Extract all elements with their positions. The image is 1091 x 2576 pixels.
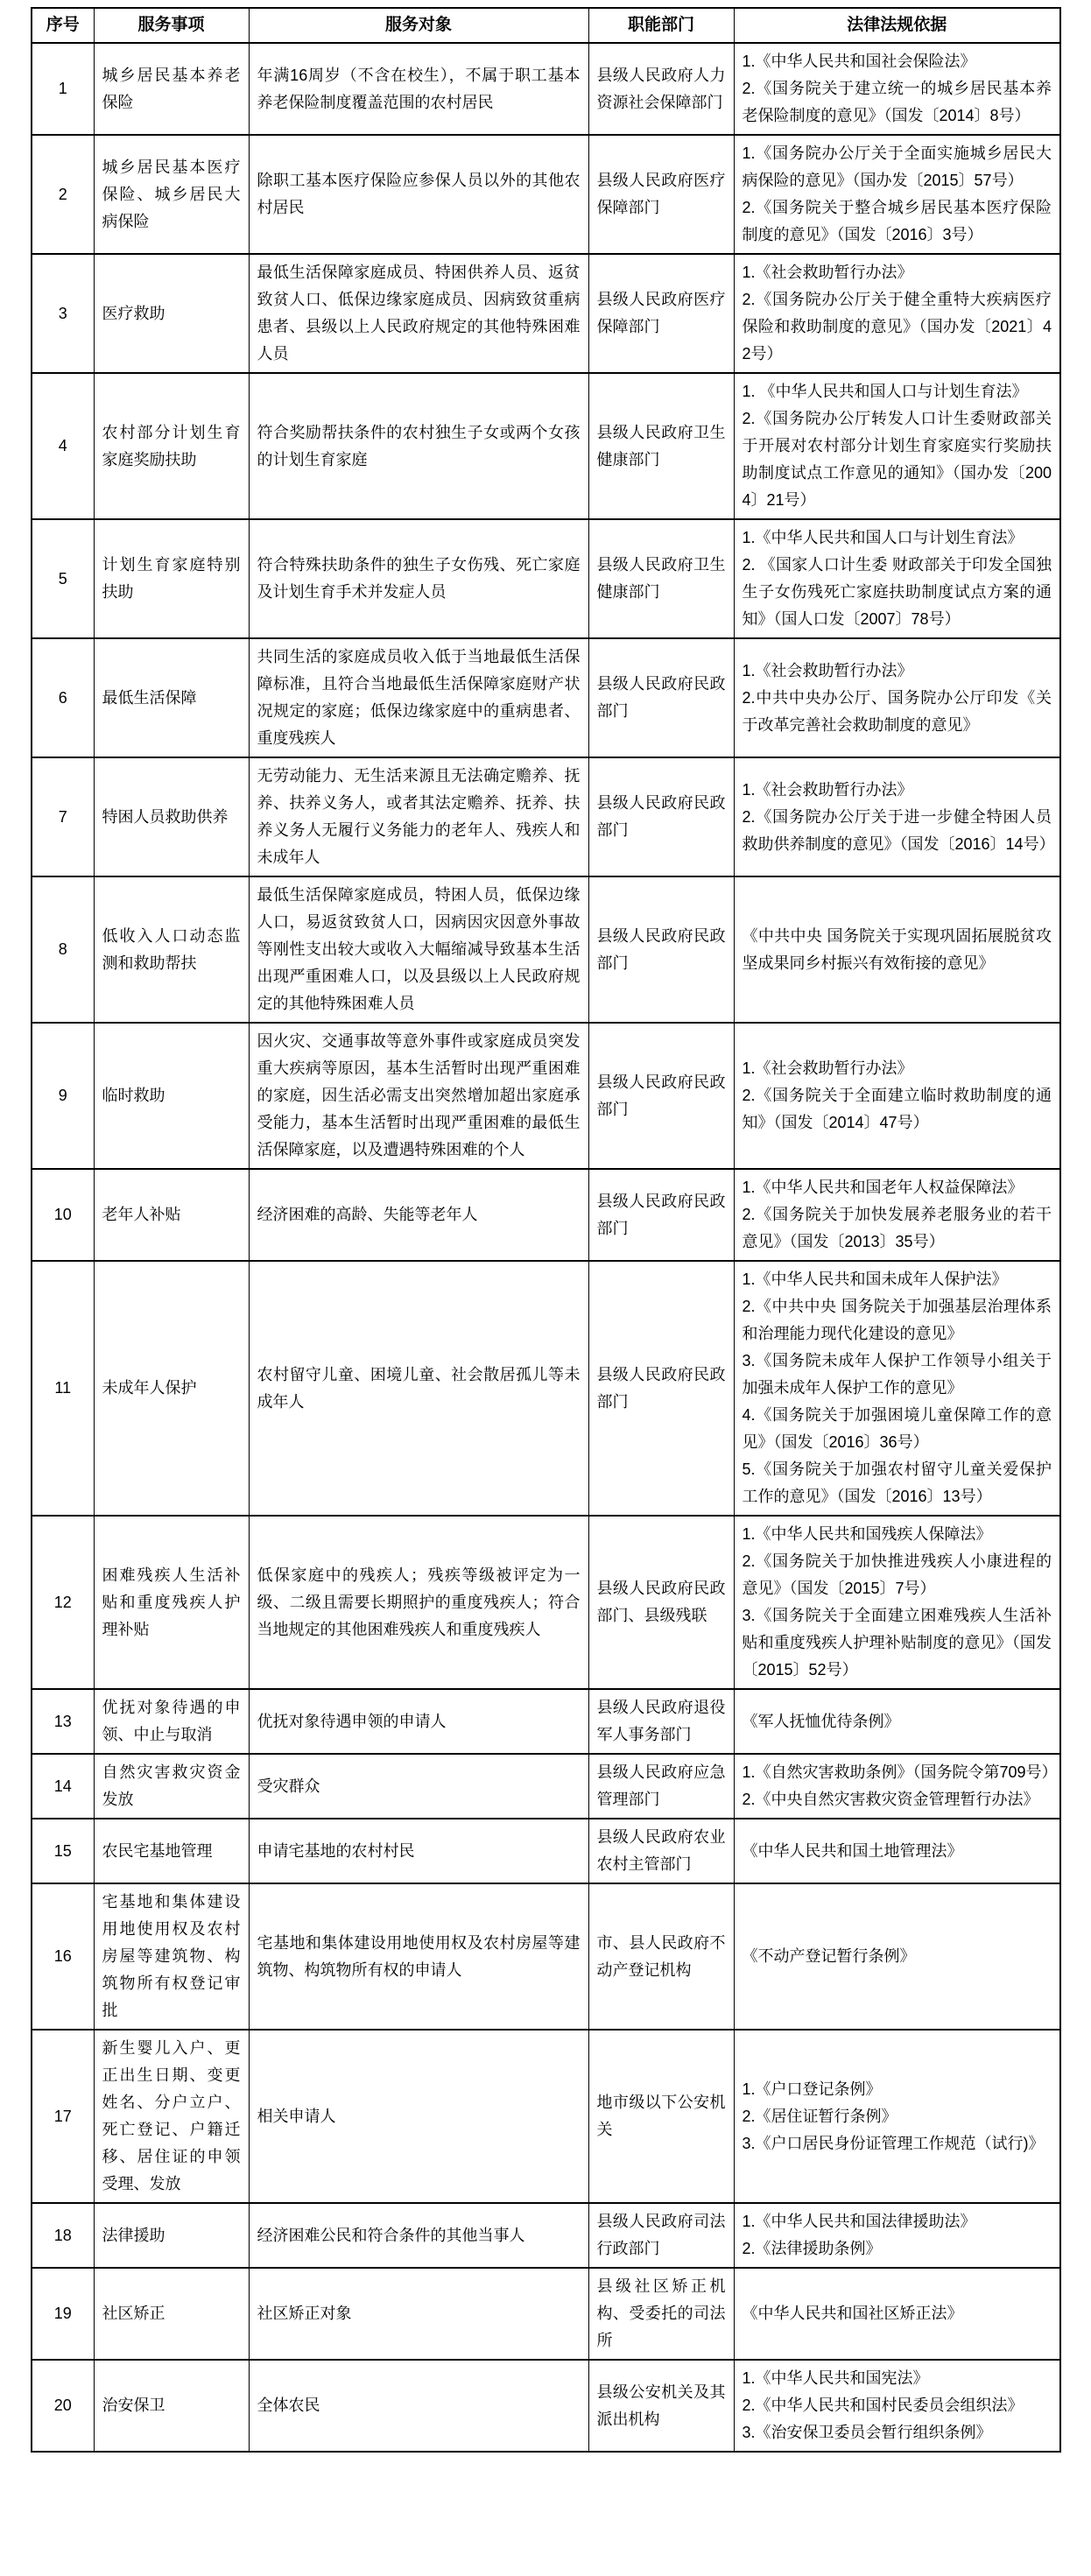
- table-row: [32, 43, 1060, 135]
- cell-service-target: 无劳动能力、无生活来源且无法确定赡养、抚养、扶养义务人，或者其法定赡养、抚养、扶养义务人无履行义务能力的老年人、残疾人和未成年人: [249, 757, 588, 876]
- cell-department: 县级公安机关及其派出机构: [588, 2360, 734, 2452]
- cell-service-item: 医疗救助: [94, 254, 249, 373]
- services-table: [31, 7, 1061, 2453]
- cell-service-target: 年满16周岁（不含在校生），不属于职工基本养老保险制度覆盖范围的农村居民: [249, 43, 588, 135]
- legal-item: 1.《中华人民共和国人口与计划生育法》: [742, 529, 1024, 546]
- legal-item: 1.《自然灾害救助条例》（国务院令第709号）: [742, 1763, 1058, 1781]
- legal-item: 1.《社会救助暂行办法》: [742, 780, 913, 799]
- table-row: [32, 1261, 1060, 1516]
- cell-index: 1: [32, 43, 94, 135]
- cell-service-item: 优抚对象待遇的申领、中止与取消: [94, 1689, 249, 1754]
- cell-legal-basis: [734, 1689, 1060, 1754]
- cell-legal-basis: [734, 1754, 1060, 1819]
- cell-service-item: 自然灾害救灾资金发放: [94, 1754, 249, 1819]
- legal-item: 1.《社会救助暂行办法》: [742, 264, 913, 281]
- cell-department: 县级人民政府应急管理部门: [588, 1754, 734, 1819]
- table-row: [32, 876, 1060, 1023]
- table-row: [32, 2203, 1060, 2268]
- legal-item: 2.《中华人民共和国村民委员会组织法》: [742, 2397, 1024, 2414]
- cell-index: 5: [32, 519, 94, 638]
- legal-item: 1.《中华人民共和国未成年人保护法》: [742, 1270, 1008, 1288]
- table-row: [32, 2030, 1060, 2203]
- legal-item: 2.《中央自然灾害救灾资金管理暂行办法》: [742, 1791, 1039, 1808]
- table-row: [32, 519, 1060, 638]
- cell-index: 19: [32, 2268, 94, 2360]
- cell-department: 县级人民政府民政部门: [588, 876, 734, 1023]
- legal-item: 3.《国务院未成年人保护工作领导小组关于加强未成年人保护工作的意见》: [742, 1352, 1052, 1397]
- table-row: [32, 757, 1060, 876]
- table-row: [32, 1754, 1060, 1819]
- cell-legal-basis: [734, 1819, 1060, 1883]
- legal-item: 1.《中华人民共和国残疾人保障法》: [742, 1525, 992, 1543]
- cell-service-target: 相关申请人: [249, 2030, 588, 2203]
- cell-department: 市、县人民政府不动产登记机构: [588, 1883, 734, 2030]
- legal-item: 2.《国务院关于整合城乡居民基本医疗保险制度的意见》（国发〔2016〕3号）: [742, 199, 1052, 243]
- cell-department: 县级人民政府卫生健康部门: [588, 519, 734, 638]
- legal-item: 2.《国务院关于加快发展养老服务业的若干意见》（国发〔2013〕35号）: [742, 1206, 1052, 1250]
- legal-item: 《军人抚恤优待条例》: [742, 1712, 900, 1730]
- cell-department: 地市级以下公安机关: [588, 2030, 734, 2203]
- cell-service-item: 最低生活保障: [94, 638, 249, 757]
- cell-service-target: 受灾群众: [249, 1754, 588, 1819]
- cell-service-item: 老年人补贴: [94, 1169, 249, 1261]
- table-row: [32, 638, 1060, 757]
- table-row: [32, 1023, 1060, 1169]
- cell-department: 县级人民政府人力资源社会保障部门: [588, 43, 734, 135]
- legal-item: 2.《国务院办公厅关于进一步健全特困人员救助供养制度的意见》（国发〔2016〕14号）: [742, 807, 1055, 853]
- cell-index: 6: [32, 638, 94, 757]
- cell-department: 县级人民政府卫生健康部门: [588, 373, 734, 519]
- legal-item: 2.《国务院关于全面建立临时救助制度的通知》（国发〔2014〕47号）: [742, 1087, 1052, 1131]
- legal-item: 3.《户口居民身份证管理工作规范（试行)》: [742, 2134, 1045, 2152]
- cell-service-target: 最低生活保障家庭成员、特困供养人员、返贫致贫人口、低保边缘家庭成员、因病致贫重病患者、县级以上人民政府规定的其他特殊困难人员: [249, 254, 588, 373]
- cell-index: 9: [32, 1023, 94, 1169]
- table-body: [32, 43, 1060, 2452]
- legal-item: 1.《中华人民共和国法律援助法》: [742, 2213, 976, 2230]
- cell-service-target: 宅基地和集体建设用地使用权及农村房屋等建筑物、构筑物所有权的申请人: [249, 1883, 588, 2030]
- cell-index: 7: [32, 757, 94, 876]
- cell-index: 8: [32, 876, 94, 1023]
- cell-index: 2: [32, 135, 94, 254]
- cell-legal-basis: [734, 1516, 1060, 1689]
- table-row: [32, 2360, 1060, 2452]
- cell-service-item: 社区矫正: [94, 2268, 249, 2360]
- cell-legal-basis: [734, 1261, 1060, 1516]
- cell-service-item: 法律援助: [94, 2203, 249, 2268]
- cell-service-item: 农民宅基地管理: [94, 1819, 249, 1883]
- cell-service-item: 特困人员救助供养: [94, 757, 249, 876]
- cell-department: 县级人民政府民政部门、县级残联: [588, 1516, 734, 1689]
- table-row: [32, 254, 1060, 373]
- cell-index: 17: [32, 2030, 94, 2203]
- cell-department: 县级人民政府退役军人事务部门: [588, 1689, 734, 1754]
- cell-service-target: 优抚对象待遇申领的申请人: [249, 1689, 588, 1754]
- legal-item: 1.《社会救助暂行办法》: [742, 1059, 913, 1077]
- legal-item: 1.《户口登记条例》: [742, 2080, 882, 2098]
- legal-item: 1.《中华人民共和国宪法》: [742, 2369, 929, 2387]
- cell-legal-basis: [734, 1883, 1060, 2030]
- cell-service-item: 临时救助: [94, 1023, 249, 1169]
- cell-department: 县级人民政府医疗保障部门: [588, 135, 734, 254]
- table-row: [32, 1516, 1060, 1689]
- table-row: [32, 1169, 1060, 1261]
- cell-legal-basis: [734, 2268, 1060, 2360]
- cell-legal-basis: [734, 1169, 1060, 1261]
- cell-legal-basis: [734, 638, 1060, 757]
- legal-item: 《中华人民共和国土地管理法》: [742, 1841, 963, 1860]
- cell-service-item: 新生婴儿入户、更正出生日期、变更姓名、分户立户、死亡登记、户籍迁移、居住证的申领受理、发放: [94, 2030, 249, 2203]
- cell-service-item: 城乡居民基本医疗保险、城乡居民大病保险: [94, 135, 249, 254]
- cell-index: 10: [32, 1169, 94, 1261]
- cell-index: 14: [32, 1754, 94, 1819]
- cell-service-target: 经济困难公民和符合条件的其他当事人: [249, 2203, 588, 2268]
- cell-department: 县级人民政府民政部门: [588, 1023, 734, 1169]
- header-cell-index: 序号: [32, 8, 94, 43]
- cell-index: 16: [32, 1883, 94, 2030]
- table-header-row: [32, 8, 1060, 43]
- cell-legal-basis: [734, 373, 1060, 519]
- cell-service-target: 经济困难的高龄、失能等老年人: [249, 1169, 588, 1261]
- cell-legal-basis: [734, 2360, 1060, 2452]
- cell-index: 13: [32, 1689, 94, 1754]
- cell-service-item: 农村部分计划生育家庭奖励扶助: [94, 373, 249, 519]
- cell-legal-basis: [734, 2030, 1060, 2203]
- cell-department: 县级人民政府医疗保障部门: [588, 254, 734, 373]
- header-cell-department: 职能部门: [588, 8, 734, 43]
- legal-item: 2.《国务院办公厅关于健全重特大疾病医疗保险和救助制度的意见》（国办发〔2021〕42号）: [742, 291, 1052, 362]
- cell-index: 18: [32, 2203, 94, 2268]
- legal-item: 《中华人民共和国社区矫正法》: [742, 2305, 963, 2322]
- cell-department: 县级人民政府司法行政部门: [588, 2203, 734, 2268]
- header-cell-service-target: 服务对象: [249, 8, 588, 43]
- cell-index: 15: [32, 1819, 94, 1883]
- cell-legal-basis: [734, 757, 1060, 876]
- table-row: [32, 1883, 1060, 2030]
- cell-legal-basis: [734, 135, 1060, 254]
- cell-service-target: 因火灾、交通事故等意外事件或家庭成员突发重大疾病等原因，基本生活暂时出现严重困难的家庭，因生活必需支出突然增加超出家庭承受能力，基本生活暂时出现严重困难的最低生活保障家庭，以及遭遇特殊困难的个人: [249, 1023, 588, 1169]
- legal-item: 2.《中共中央 国务院关于加强基层治理体系和治理能力现代化建设的意见》: [742, 1298, 1052, 1342]
- cell-service-target: 社区矫正对象: [249, 2268, 588, 2360]
- cell-legal-basis: [734, 519, 1060, 638]
- cell-index: 20: [32, 2360, 94, 2452]
- cell-service-item: 城乡居民基本养老保险: [94, 43, 249, 135]
- legal-item: 1. 《中华人民共和国人口与计划生育法》: [742, 383, 1028, 400]
- cell-index: 12: [32, 1516, 94, 1689]
- cell-service-item: 宅基地和集体建设用地使用权及农村房屋等建筑物、构筑物所有权登记审批: [94, 1883, 249, 2030]
- header-cell-legal-basis: 法律法规依据: [734, 8, 1060, 43]
- header-cell-service-item: 服务事项: [94, 8, 249, 43]
- legal-item: 1.《中华人民共和国社会保险法》: [742, 53, 976, 70]
- table-row: [32, 135, 1060, 254]
- legal-item: 1.《国务院办公厅关于全面实施城乡居民大病保险的意见》（国办发〔2015〕57号）: [742, 144, 1052, 189]
- cell-service-target: 最低生活保障家庭成员，特困人员，低保边缘人口，易返贫致贫人口，因病因灾因意外事故等刚性支出较大或收入大幅缩减导致基本生活出现严重困难人口，以及县级以上人民政府规定的其他特殊困难人员: [249, 876, 588, 1023]
- cell-department: 县级人民政府民政部门: [588, 757, 734, 876]
- cell-index: 3: [32, 254, 94, 373]
- legal-item: 4.《国务院关于加强困境儿童保障工作的意见》（国发〔2016〕36号）: [742, 1406, 1052, 1451]
- cell-service-target: 申请宅基地的农村村民: [249, 1819, 588, 1883]
- cell-service-target: 农村留守儿童、困境儿童、社会散居孤儿等未成年人: [249, 1261, 588, 1516]
- cell-service-item: 治安保卫: [94, 2360, 249, 2452]
- cell-service-target: 低保家庭中的残疾人；残疾等级被评定为一级、二级且需要长期照护的重度残疾人；符合当地规定的其他困难残疾人和重度残疾人: [249, 1516, 588, 1689]
- cell-service-item: 未成年人保护: [94, 1261, 249, 1516]
- table-row: [32, 2268, 1060, 2360]
- cell-legal-basis: [734, 2203, 1060, 2268]
- cell-legal-basis: [734, 1023, 1060, 1169]
- legal-item: 1.《社会救助暂行办法》: [742, 661, 913, 679]
- cell-service-target: 符合特殊扶助条件的独生子女伤残、死亡家庭及计划生育手术并发症人员: [249, 519, 588, 638]
- legal-item: 2.《法律援助条例》: [742, 2240, 882, 2257]
- table-row: [32, 373, 1060, 519]
- legal-item: 3.《国务院关于全面建立困难残疾人生活补贴和重度残疾人护理补贴制度的意见》（国发〔2015〕52号）: [742, 1607, 1052, 1679]
- cell-service-target: 符合奖励帮扶条件的农村独生子女或两个女孩的计划生育家庭: [249, 373, 588, 519]
- cell-service-item: 低收入人口动态监测和救助帮扶: [94, 876, 249, 1023]
- cell-service-item: 计划生育家庭特别扶助: [94, 519, 249, 638]
- cell-service-target: 全体农民: [249, 2360, 588, 2452]
- cell-service-target: 共同生活的家庭成员收入低于当地最低生活保障标准，且符合当地最低生活保障家庭财产状况规定的家庭；低保边缘家庭中的重病患者、重度残疾人: [249, 638, 588, 757]
- cell-department: 县级人民政府农业农村主管部门: [588, 1819, 734, 1883]
- legal-item: 《中共中央 国务院关于实现巩固拓展脱贫攻坚成果同乡村振兴有效衔接的意见》: [742, 926, 1052, 972]
- cell-department: 县级人民政府民政部门: [588, 1261, 734, 1516]
- table-row: [32, 1819, 1060, 1883]
- cell-department: 县级社区矫正机构、受委托的司法所: [588, 2268, 734, 2360]
- cell-legal-basis: [734, 876, 1060, 1023]
- cell-department: 县级人民政府民政部门: [588, 638, 734, 757]
- legal-item: 2.《国务院办公厅转发人口计生委财政部关于开展对农村部分计划生育家庭实行奖励扶助制度试点工作意见的通知》（国办发〔2004〕21号）: [742, 410, 1052, 509]
- legal-item: 2.《国务院关于建立统一的城乡居民基本养老保险制度的意见》（国发〔2014〕8号）: [742, 80, 1052, 124]
- table-row: [32, 1689, 1060, 1754]
- legal-item: 2.《国务院关于加快推进残疾人小康进程的意见》（国发〔2015〕7号）: [742, 1552, 1052, 1597]
- cell-index: 11: [32, 1261, 94, 1516]
- legal-item: 2.《居住证暂行条例》: [742, 2107, 897, 2125]
- legal-item: 5.《国务院关于加强农村留守儿童关爱保护工作的意见》（国发〔2016〕13号）: [742, 1460, 1052, 1505]
- cell-service-target: 除职工基本医疗保险应参保人员以外的其他农村居民: [249, 135, 588, 254]
- legal-item: 《不动产登记暂行条例》: [742, 1947, 916, 1965]
- table-head: [32, 8, 1060, 43]
- legal-item: 1.《中华人民共和国老年人权益保障法》: [742, 1179, 1024, 1196]
- cell-legal-basis: [734, 254, 1060, 373]
- cell-service-item: 困难残疾人生活补贴和重度残疾人护理补贴: [94, 1516, 249, 1689]
- legal-item: 3.《治安保卫委员会暂行组织条例》: [742, 2424, 992, 2441]
- legal-item: 2. 《国家人口计生委 财政部关于印发全国独生子女伤残死亡家庭扶助制度试点方案的通知》（国人口发〔2007〕78号）: [742, 556, 1052, 628]
- cell-department: 县级人民政府民政部门: [588, 1169, 734, 1261]
- cell-legal-basis: [734, 43, 1060, 135]
- legal-item: 2.中共中央办公厅、国务院办公厅印发《关于改革完善社会救助制度的意见》: [742, 688, 1052, 734]
- cell-index: 4: [32, 373, 94, 519]
